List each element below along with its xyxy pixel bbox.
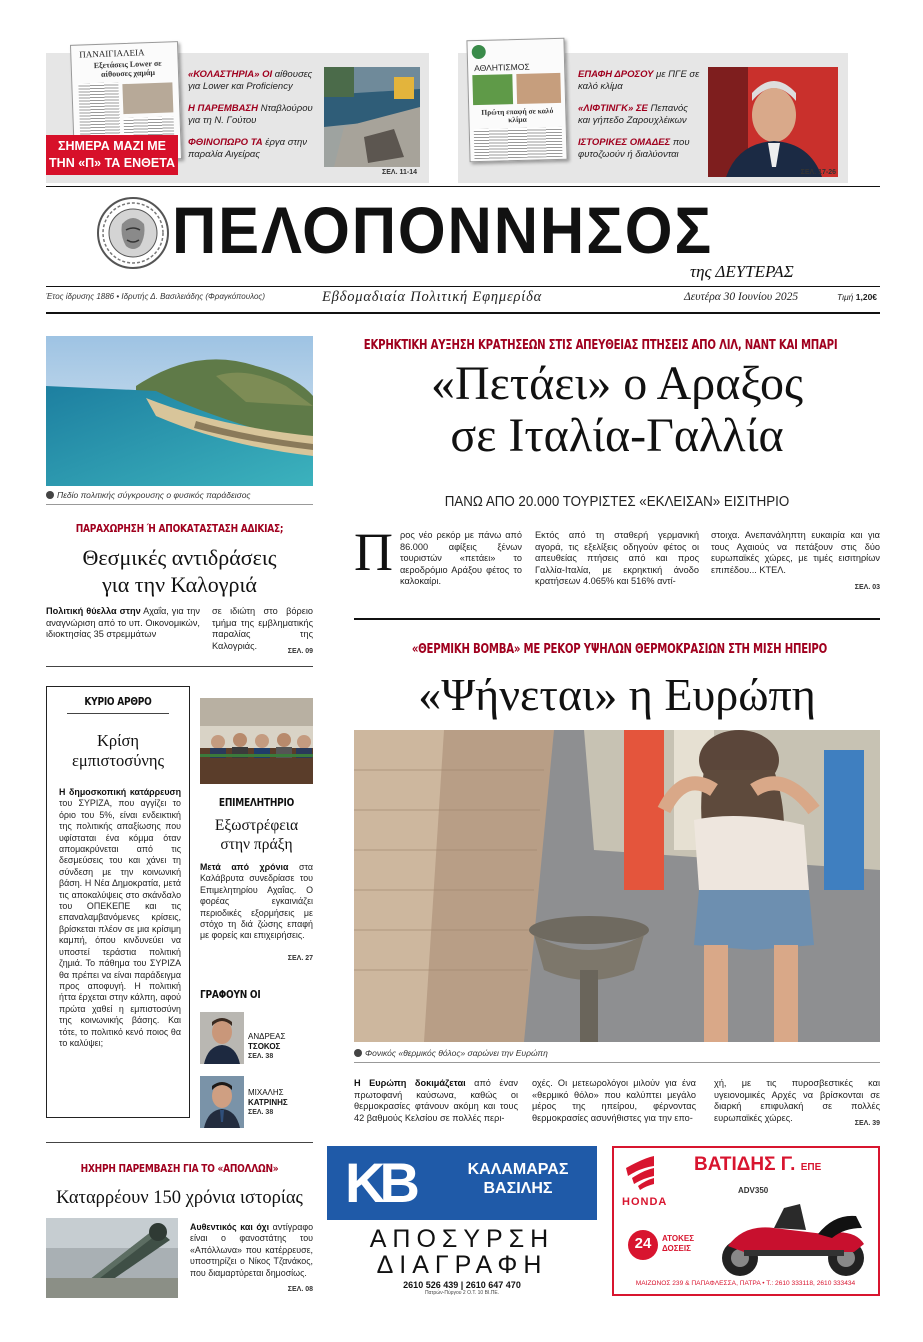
- teaser-left-item-1[interactable]: «ΚΟΛΑΣΤΗΡΙΑ» ΟΙ αίθουσες για Lower και Proficiency: [188, 69, 313, 92]
- lead-dropcap: Π: [354, 522, 393, 582]
- lead-page: ΣΕΛ. 03: [854, 584, 880, 591]
- stamp-badge: [46, 135, 178, 175]
- heat-photo: [354, 730, 880, 1042]
- stamp-line1: ΣΗΜΕΡΑ ΜΑΖΙ ΜΕ: [58, 139, 166, 153]
- ad-vatidis-brand: HONDA: [622, 1196, 668, 1208]
- masthead-subtitle: της ΔΕΥΤΕΡΑΣ: [690, 262, 794, 281]
- teaser-right-item-2[interactable]: «ΛΙΦΤΙΝΓΚ» ΣΕ Πεπανός και γήπεδο Ζαρουχλέικων: [578, 103, 688, 126]
- camera-icon: [354, 1049, 362, 1057]
- scooter-image: [714, 1194, 876, 1280]
- stamp-line2: ΤΗΝ «Π» ΤΑ ΕΝΘΕΤΑ: [49, 156, 175, 170]
- council-text: Μετά από χρόνια στα Καλάβρυτα συνεδρίασε του Επιμελητηρίου Αχαΐας. Ο φορέας εγκαινιάζει περιοδικές εξορμήσεις με στόχο τη διά ζώσης επαφή με φορείς και επιχειρήσεις.: [200, 862, 313, 941]
- honda-wing-icon: [624, 1154, 680, 1194]
- beach-photo: [46, 336, 313, 486]
- writer-1-name[interactable]: ΑΝΔΡΕΑΣ ΤΣΟΚΟΣ ΣΕΛ. 38: [248, 1032, 286, 1060]
- ad-vatidis[interactable]: [612, 1146, 880, 1296]
- lead-col3: στοιχα. Ανεπανάληπτη ευκαιρία και για τους Αχαιούς να πετάξουν στις δύο ευρωπαϊκές χώρες, με τιμές εισιτηρίων επιπέδου... ΚΤΕΛ.: [711, 530, 880, 575]
- lead-col1: ρος νέο ρεκόρ με πάνω από 86.000 αφίξεις ξένων τουριστών «πετάει» το αεροδρόμιο Αράξου φέτος το καλοκαίρι.: [400, 530, 522, 587]
- mini-paper-title: ΠΑΝΑΙΓΙΑΛΕΙΑ: [79, 47, 145, 60]
- lead-kicker: ΕΚΡΗΚΤΙΚΗ ΑΥΞΗΣΗ ΚΡΑΤΗΣΕΩΝ ΣΤΙΣ ΑΠΕΥΘΕΙΑΣ ΠΤΗΣΕΙΣ ΑΠΟ ΛΙΛ, ΝΑΝΤ ΚΑΙ ΜΠΑΡΙ: [363, 338, 838, 353]
- ad-vatidis-model: ADV350: [738, 1186, 769, 1195]
- heat-col1: Η Ευρώπη δοκιμάζεται από έναν πρωτοφανή καύσωνα, καθώς οι θερμοκρασίες φτάνουν ακόμη και τους 42 βαθμούς Κελσίου σε πολλές περι-: [354, 1078, 518, 1123]
- ad-vatidis-installments-text: ΑΤΟΚΕΣ ΔΟΣΕΙΣ: [662, 1234, 694, 1253]
- writer-photo-2: [200, 1076, 244, 1128]
- masthead-date: Δευτέρα 30 Ιουνίου 2025: [684, 291, 799, 303]
- council-page: ΣΕΛ. 27: [287, 955, 313, 962]
- heat-col2: οχές. Οι μετεωρολόγοι μιλούν για ένα «θερμικό θόλο» που καλύπτει μεγάλο μέρος της ηπείρου, φέρνοντας θερμοκρασίες ασυνήθιστες για την επο-: [532, 1078, 696, 1123]
- ad-kalamaras-name: ΚΑΛΑΜΑΡΑΣ ΒΑΣΙΛΗΣ: [467, 1161, 569, 1197]
- teaser-left-item-2[interactable]: Η ΠΑΡΕΜΒΑΣΗ Νταβλούρου για τη Ν. Γούτου: [188, 103, 313, 126]
- kalogria-headline[interactable]: Θεσμικές αντιδράσεις για την Καλογριά: [82, 545, 277, 597]
- apollon-headline[interactable]: Καταρρέουν 150 χρόνια ιστορίας: [56, 1188, 303, 1208]
- beach-photo-caption: Πεδίο πολιτικής σύγκρουσης ο φυσικός παράδεισος: [46, 490, 251, 500]
- council-kicker: ΕΠΙΜΕΛΗΤΗΡΙΟ: [218, 796, 295, 809]
- apollon-text: Αυθεντικός και όχι αντίγραφο είναι ο φανοστάτης του «Απόλλωνα» που κατέρρευσε, υποστηρίζει ο Νίκος Τζανάκος, που διαμαρτύρεται δημοσίως.: [190, 1222, 314, 1278]
- heat-col3: χή, με τις πυροσβεστικές και υγειονομικές Αρχές να βρίσκονται σε διαρκή επιφυλακή σε πολλές ευρωπαϊκές χώρες.: [714, 1078, 880, 1123]
- kalogria-col2: σε ιδιώτη στο βόρειο τμήμα της εμβληματικής παραλίας της Καλογριάς.: [212, 606, 313, 651]
- teaser-left-pages: ΣΕΛ. 11-14: [382, 169, 417, 176]
- teaser-left-photo: [324, 67, 420, 167]
- ad-kalamaras-notes: Πατρών-Πύργου 2 Ο.Τ. 10 ΒΙ.ΠΕ.: [424, 1290, 500, 1296]
- teaser-left: [46, 47, 429, 183]
- teaser-right-item-1[interactable]: ΕΠΑΦΗ ΔΡΟΣΟΥ με ΠΓΕ σε καλό κλίμα: [578, 69, 700, 92]
- masthead-bottom-rule: [46, 312, 880, 314]
- heat-headline[interactable]: «Ψήνεται» η Ευρώπη: [418, 669, 816, 720]
- ad-vatidis-address: ΜΑΙΖΩΝΟΣ 239 & ΠΑΠΑΦΛΕΣΣΑ, ΠΑΤΡΑ • Τ.: 2610 333118, 2610 333434: [635, 1280, 856, 1287]
- heat-page: ΣΕΛ. 39: [854, 1120, 880, 1127]
- writer-photo-1: [200, 1012, 244, 1064]
- camera-icon: [46, 491, 54, 499]
- lead-headline[interactable]: «Πετάει» ο Αραξος σε Ιταλία-Γαλλία: [430, 357, 804, 462]
- masthead-founded: Έτος ίδρυσης 1886 • Ιδρυτής Δ. Βασιλειάδης (Φραγκόπουλος): [46, 292, 265, 301]
- teaser-right-photo: [708, 67, 838, 177]
- teaser-right: [458, 53, 848, 183]
- council-photo: [200, 698, 313, 784]
- ad-kalamaras[interactable]: [327, 1146, 597, 1296]
- masthead-title: ΠΕΛΟΠΟΝΝΗΣΟΣ: [172, 193, 714, 267]
- editorial-label: ΚΥΡΙΟ ΑΡΘΡΟ: [84, 695, 152, 708]
- council-headline[interactable]: Εξωστρέφεια στην πράξη: [214, 817, 299, 853]
- masthead-price: Τιμή 1,20€: [837, 292, 878, 302]
- teaser-right-thumbnail: [466, 38, 567, 163]
- editorial-box: [46, 686, 190, 1118]
- mini-paper-headline: Εξετάσεις Lower σε αίθουσες χαμάμ: [93, 58, 162, 79]
- heat-photo-caption: Φονικός «θερμικός θόλος» σαρώνει την Ευρώπη: [354, 1048, 548, 1058]
- ad-kalamaras-top: [327, 1146, 597, 1220]
- masthead-logo-emblem: [96, 196, 170, 270]
- kalogria-page: ΣΕΛ. 09: [287, 648, 313, 655]
- heat-kicker: «ΘΕΡΜΙΚΗ ΒΟΜΒΑ» ΜΕ ΡΕΚΟΡ ΥΨΗΛΩΝ ΘΕΡΜΟΚΡΑΣΙΩΝ ΣΤΗ ΜΙΣΗ ΗΠΕΙΡΟ: [411, 642, 828, 657]
- editorial-title[interactable]: Κρίση εμπιστοσύνης: [71, 731, 164, 770]
- masthead-top-rule: [46, 186, 880, 187]
- ad-kalamaras-phones: 2610 526 439 | 2610 647 470: [403, 1280, 521, 1290]
- ad-vatidis-name: ΒΑΤΙΔΗΣ Γ. ΕΠΕ: [694, 1154, 822, 1175]
- ad-vatidis-installments-badge: 24: [628, 1230, 658, 1260]
- masthead-mid-rule: [46, 286, 880, 287]
- teaser-left-item-3[interactable]: ΦΘΙΝΟΠΩΡΟ ΤΑ έργα στην παραλία Αιγείρας: [188, 137, 308, 160]
- ad-kalamaras-logo: ΚΒ: [345, 1151, 414, 1214]
- kalogria-col1: Πολιτική θύελλα στην Αχαΐα, για την αναγνώριση από το υπ. Οικονομικών, ιδιοκτησίας 35 στρεμμάτων: [46, 606, 200, 640]
- mini-paper-title: ΑΘΛΗΤΙΣΜΟΣ: [474, 61, 530, 74]
- apollon-page: ΣΕΛ. 08: [287, 1286, 313, 1293]
- editorial-text: Η δημοσκοπική κατάρρευση του ΣΥΡΙΖΑ, που αγγίζει το όριο του 5%, είναι ενδεικτική της πολιτικής απαξίωσης που υφίσταται ένα κόμμα όταν απομακρύνεται από τις δεσμεύσεις του και χάνει τη σύνδεση με την κοινωνική βάση. Η Νέα Δημοκρατία, μετά τις αποκαλύψεις στο σκάνδαλο του ΟΠΕΚΕΠΕ και τις επαναλαμβανόμενες κρίσεις, βρίσκεται πλέον σε μια κρίσιμη καμπή, όπου κινδυνεύει να υποστεί τεράστια πολιτική ζημιά. Το πάθημα του ΣΥΡΙΖΑ θα πρέπει να είναι παράδειγμα προς αποφυγή. Η πολιτική ήττα έρχεται στην κάλπη, αφού πρώτα χαθεί η εμπιστοσύνη της κοινωνικής βάσης. Και τότε, το πολιτικό κενό ποιος θα το καλύψει;: [59, 787, 181, 1048]
- ad-kalamaras-service: ΑΠΟΣΥΡΣΗ ΔΙΑΓΡΑΦΗ: [369, 1225, 555, 1279]
- teaser-right-item-3[interactable]: ΙΣΤΟΡΙΚΕΣ ΟΜΑΔΕΣ που φυτοζωούν ή διαλύονται: [578, 137, 690, 160]
- writers-label: ΓΡΑΦΟΥΝ ΟΙ: [200, 988, 261, 1001]
- apollon-photo: [46, 1218, 178, 1298]
- teaser-right-pages: ΣΕΛ. 17-26: [800, 169, 836, 176]
- masthead-tagline: Εβδομαδιαία Πολιτική Εφημερίδα: [322, 289, 543, 305]
- apollon-kicker: ΗΧΗΡΗ ΠΑΡΕΜΒΑΣΗ ΓΙΑ ΤΟ «ΑΠΟΛΛΩΝ»: [80, 1162, 279, 1175]
- lead-subhead: ΠΑΝΩ ΑΠΟ 20.000 ΤΟΥΡΙΣΤΕΣ «ΕΚΛΕΙΣΑΝ» ΕΙΣΙΤΗΡΙΟ: [444, 494, 790, 510]
- lead-col2: Εκτός από τη σταθερή γερμανική αγορά, τις εξελίξεις οδηγούν φέτος οι απευθείας πτήσεις από και προς Γαλλία-Ιταλία, με εκρηκτική άνοδο κρατήσεων 4.065% και 516% αντί-: [535, 530, 699, 587]
- mini-paper-headline: Πρώτη επαφή σε καλό κλίμα: [481, 106, 554, 125]
- kalogria-kicker: ΠΑΡΑΧΩΡΗΣΗ Ή ΑΠΟΚΑΤΑΣΤΑΣΗ ΑΔΙΚΙΑΣ;: [75, 522, 284, 535]
- writer-2-name[interactable]: ΜΙΧΑΛΗΣ ΚΑΤΡΙΝΗΣ ΣΕΛ. 38: [248, 1088, 288, 1116]
